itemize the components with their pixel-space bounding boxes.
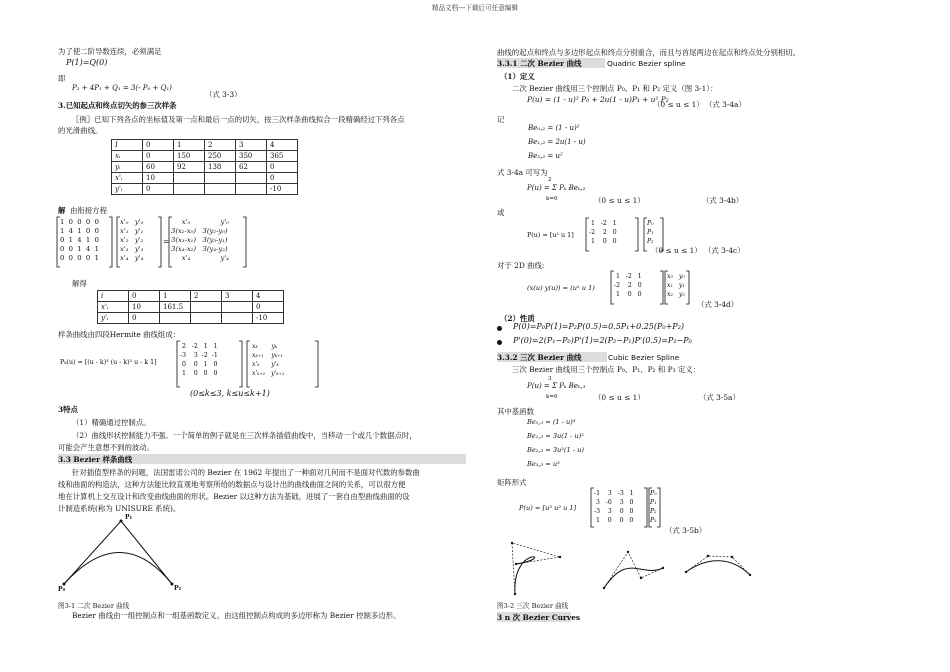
text-line: 对于 2D 曲线: — [497, 261, 545, 270]
table-cell: 4 — [267, 140, 298, 151]
table-cell: x'ᵢ — [112, 173, 143, 184]
matrix-lhs: P(u) = [u² u 1] — [527, 231, 574, 239]
hermite-matrix: 2 -2 1 1 -3 3 -2 -1 0 0 1 0 1 0 0 0 — [180, 343, 218, 377]
figure-point-label: P₀ — [58, 586, 66, 593]
table-cell: 10 — [129, 302, 160, 313]
table-cell — [174, 184, 205, 195]
table-cell: 92 — [174, 162, 205, 173]
table-cell: 0 — [267, 173, 298, 184]
basis-function: Be₂,₂ = u² — [528, 152, 563, 160]
section-heading: 3.3.1 二次 Bezier 曲线 — [497, 59, 582, 68]
table-cell — [205, 173, 236, 184]
table-cell: 4 — [253, 291, 284, 302]
matrix-5b: -1 3 -3 1 3 -6 3 0 -3 3 0 0 1 0 0 0 — [594, 490, 634, 524]
text-line: 样条曲线由四段Hermite 曲线组成： — [58, 330, 181, 339]
table-cell: 60 — [143, 162, 174, 173]
paragraph-line: 地在计算机上交互设计和改变曲线曲面的形状。Bezier 以这种方法为基础，进展了一套自由型曲线曲面的设 — [58, 492, 410, 501]
paragraph-line: 〖例〗已知下列各点的坐标值及第一点和最后一点的切矢，按三次样条曲线拟合一段精确经过下列各点 — [72, 115, 405, 124]
list-item: （2）曲线形状控制能力不强。一个简单的例子就是在三次样条插值曲线中，当移动一个或几个数据点时， — [72, 431, 417, 440]
text-line: 由衔接方程 — [70, 206, 107, 215]
table-cell: y'ᵢ — [98, 313, 129, 324]
table-row — [112, 162, 298, 173]
subheading: （1）定义 — [500, 72, 535, 81]
basis-function: Be₁,₃ = 3u(1 - u)² — [527, 432, 584, 440]
sum-lower: k=0 — [546, 196, 558, 202]
basis-function: Be₀,₃ = (1 - u)³ — [527, 418, 576, 426]
equation-tag: （式 3-4b） — [702, 196, 744, 205]
text-line: 式 3-4a 可写为 — [497, 168, 548, 177]
table-cell: 138 — [205, 162, 236, 173]
text-line: 为了使二阶导数连续，必须满足 — [58, 47, 162, 56]
table-cell: 0 — [129, 313, 160, 324]
table-cell: 150 — [174, 151, 205, 162]
table-row — [112, 184, 298, 195]
table-cell: 3 — [222, 291, 253, 302]
vector-4d: x₀ y₀ x₁ y₁ x₂ y₂ — [667, 273, 685, 298]
property-item: P(0)=P₀P(1)=P₂P(0.5)=0.5P₁+0.25(P₀+P₂) — [513, 322, 685, 331]
paragraph-line: 的光滑曲线。 — [58, 126, 103, 135]
equation: P(u) = Σ Pₖ Beₖ,₂ — [527, 184, 586, 192]
figure-caption: 图3-2 三次 Bezier 曲线 — [497, 602, 569, 610]
solution-label: 解 — [58, 206, 66, 215]
property-item: P'(0)=2(P₁−P₀)P'(1)=2(P₂−P₁)P'(0.5)=P₂−P₀ — [513, 336, 692, 345]
sum-upper: 3 — [548, 376, 552, 382]
text-line: 或 — [497, 208, 505, 217]
section-heading: 3.3.2 三次 Bezier 曲线 — [497, 353, 582, 362]
equation-tag: （式 3-5b） — [665, 526, 707, 535]
text-line: 记 — [497, 115, 505, 124]
paragraph-line: 计制造系统(称为 UNISURE 系统)。 — [58, 504, 181, 513]
basis-function: Be₂,₃ = 3u²(1 - u) — [527, 446, 584, 454]
text-line: 矩阵形式 — [497, 478, 527, 487]
table-cell: 0 — [253, 302, 284, 313]
table-cell — [191, 313, 222, 324]
equation-tag: （式 3-3） — [205, 90, 242, 99]
matrix-4d: 1 -2 1 -2 2 0 1 0 0 — [614, 273, 642, 298]
bullet-icon — [497, 326, 502, 331]
table-cell: I — [112, 140, 143, 151]
table-cell: xᵢ — [112, 151, 143, 162]
sum-lower: k=0 — [546, 394, 558, 400]
equation-range: （0 ≤ u ≤ 1） — [594, 393, 645, 402]
table-cell — [222, 302, 253, 313]
section-heading-en: Quadric Bezier spline — [607, 59, 686, 68]
page-header-banner: 精品文档---下载后可任意编辑 — [431, 4, 519, 12]
table-cell — [205, 184, 236, 195]
paragraph-line: Bezier 曲线由一组控制点和一组基函数定义。由这组控制点构成的多边形称为 Bezier 控制多边形。 — [72, 611, 401, 620]
section-heading: 3.已知起点和终点切矢的参三次样条 — [58, 101, 177, 110]
table-cell: 3 — [236, 140, 267, 151]
text-line: 即 — [58, 74, 66, 83]
table-cell: 365 — [267, 151, 298, 162]
coefficient-matrix: 1 0 0 0 0 1 4 1 0 0 0 1 4 1 0 0 0 1 4 1 0 0 0 0 1 — [60, 218, 99, 262]
table-cell: 2 — [205, 140, 236, 151]
equation-range: （0 ≤ u ≤ 1） — [594, 196, 645, 205]
table-cell — [191, 302, 222, 313]
equation-tag: （式 3-4d） — [697, 300, 739, 309]
data-table-points — [111, 139, 298, 195]
table-cell: 0 — [129, 291, 160, 302]
equals-sign: = — [163, 237, 170, 246]
table-cell — [174, 173, 205, 184]
section-heading-en: Cubic Bezier Spline — [608, 353, 680, 362]
table-cell — [160, 313, 191, 324]
section-heading: 3特点 — [58, 405, 78, 414]
table-cell: -10 — [267, 184, 298, 195]
table-cell: 0 — [143, 184, 174, 195]
equation-range: （0 ≤ u ≤ 1） — [651, 246, 702, 255]
table-cell: y'ᵢ — [112, 184, 143, 195]
data-table-solution — [97, 290, 284, 324]
vector-4c: P₀ P₁ P₂ — [647, 220, 654, 245]
matrix-lhs: (x(u) y(u)) = (u² u 1) — [527, 284, 595, 292]
figure-cubic-bezier — [500, 540, 750, 598]
table-cell: 1 — [160, 291, 191, 302]
list-item: 可能会产生意想不到的波动。 — [58, 443, 155, 452]
section-heading: 3.3 Bezier 样条曲线 — [58, 455, 133, 464]
text-line: 其中基函数 — [497, 407, 534, 416]
table-cell — [236, 173, 267, 184]
equation-tag: （式 3-5a） — [699, 393, 740, 402]
table-row — [112, 140, 298, 151]
table-cell: yᵢ — [112, 162, 143, 173]
table-cell: i — [98, 291, 129, 302]
figure-point-label: P₁ — [125, 514, 133, 521]
table-cell: 62 — [236, 162, 267, 173]
table-row — [98, 291, 284, 302]
unknown-vector: x'₀ y'₀ x'₁ y'₁ x'₂ y'₂ x'₃ y'₃ x'₄ y'₄ — [120, 218, 144, 262]
list-item: （1）精确通过控制点。 — [72, 418, 151, 427]
table-cell: 0 — [143, 140, 174, 151]
matrix-lhs: P(u) = [u³ u² u 1] — [519, 504, 577, 512]
equation-tag: （式 3-4a） — [705, 100, 746, 109]
hermite-condition: (0≤k≤3, k≤u≤k+1) — [190, 389, 270, 398]
table-cell: -10 — [253, 313, 284, 324]
paragraph-line: 二次 Bezier 曲线用三个控制点 P₀、P₁ 和 P₂ 定义（图 3-1）： — [512, 84, 718, 93]
equation: P(u) = (1 - u)² P₀ + 2u(1 - u)P₁ + u² P₂ — [527, 95, 669, 104]
paragraph-line: 曲线的起点和终点与多边形起点和终点分别重合，而且与首尾两边在起点和终点处分别相切。 — [497, 48, 801, 57]
table-cell: 10 — [143, 173, 174, 184]
table-cell: 2 — [191, 291, 222, 302]
table-row — [112, 151, 298, 162]
basis-function: Be₃,₃ = u³ — [527, 460, 560, 468]
section-heading: 3 n 次 Bezier Curves — [497, 613, 581, 622]
hermite-lhs: Pₖ(u) = [(u - k)³ (u - k)² u - k 1] — [60, 359, 157, 366]
basis-function: Be₀,₂ = (1 - u)² — [528, 124, 580, 132]
table-cell — [222, 313, 253, 324]
equation-tag: （式 3-4c） — [704, 246, 745, 255]
table-cell: x'ᵢ — [98, 302, 129, 313]
hermite-vector: xₖ yₖ xₖ₊₁ yₖ₊₁ x'ₖ y'ₖ x'ₖ₊₁ y'ₖ₊₁ — [252, 343, 285, 377]
paragraph-line: 三次 Bezier 曲线用三个控制点 P₀、P₁、P₂ 和 P₃ 定义： — [512, 365, 701, 374]
basis-function: Be₁,₂ = 2u(1 - u) — [528, 138, 586, 146]
bullet-icon — [497, 340, 502, 345]
table-cell: 0 — [267, 162, 298, 173]
table-cell — [236, 184, 267, 195]
sum-upper: 2 — [548, 177, 552, 183]
equation-range: （0 ≤ u ≤ 1） — [653, 100, 704, 109]
table-row — [98, 302, 284, 313]
equation: P₂ + 4P₁ + Q₁ = 3(- P₀ + Q₁) — [72, 84, 172, 92]
table-cell: 1 — [174, 140, 205, 151]
equation: P(u) = Σ Pₖ Beₖ,₃ — [527, 382, 586, 390]
text-line: 解得 — [72, 279, 87, 288]
matrix-4c: 1 -2 1 -2 2 0 1 0 0 — [589, 220, 617, 245]
figure-quadratic-bezier — [58, 518, 178, 592]
table-row — [98, 313, 284, 324]
figure-caption: 图3-1 二次 Bezier 曲线 — [58, 602, 130, 610]
table-cell: 161.5 — [160, 302, 191, 313]
equation: P(1)=Q(0) — [66, 58, 108, 67]
figure-point-label: P₂ — [174, 585, 182, 592]
table-row — [112, 173, 298, 184]
paragraph-line: 针对插值型样条的问题，法国雷诺公司的 Bezier 在 1962 年提出了一种面对几何而不是面对代数的参数曲 — [72, 468, 420, 477]
table-cell: 0 — [143, 151, 174, 162]
paragraph-line: 线和曲面的构造法，这种方法能比较直观地考察所给的数据点与设计出的曲线曲面之间的关系，可以很方便 — [58, 480, 406, 489]
vector-5b: P₀ P₁ P₂ P₃ — [650, 490, 657, 524]
rhs-vector: x'₀ y'₀ 3(x₂-x₀) 3(y₂-y₀) 3(x₃-x₁) 3(y₃-y₁) 3(x₄-x₂) 3(y₄-y₂) x'₄ y'₄ — [171, 218, 229, 262]
table-cell: 350 — [236, 151, 267, 162]
subheading: （2）性质 — [500, 314, 535, 323]
table-cell: 250 — [205, 151, 236, 162]
